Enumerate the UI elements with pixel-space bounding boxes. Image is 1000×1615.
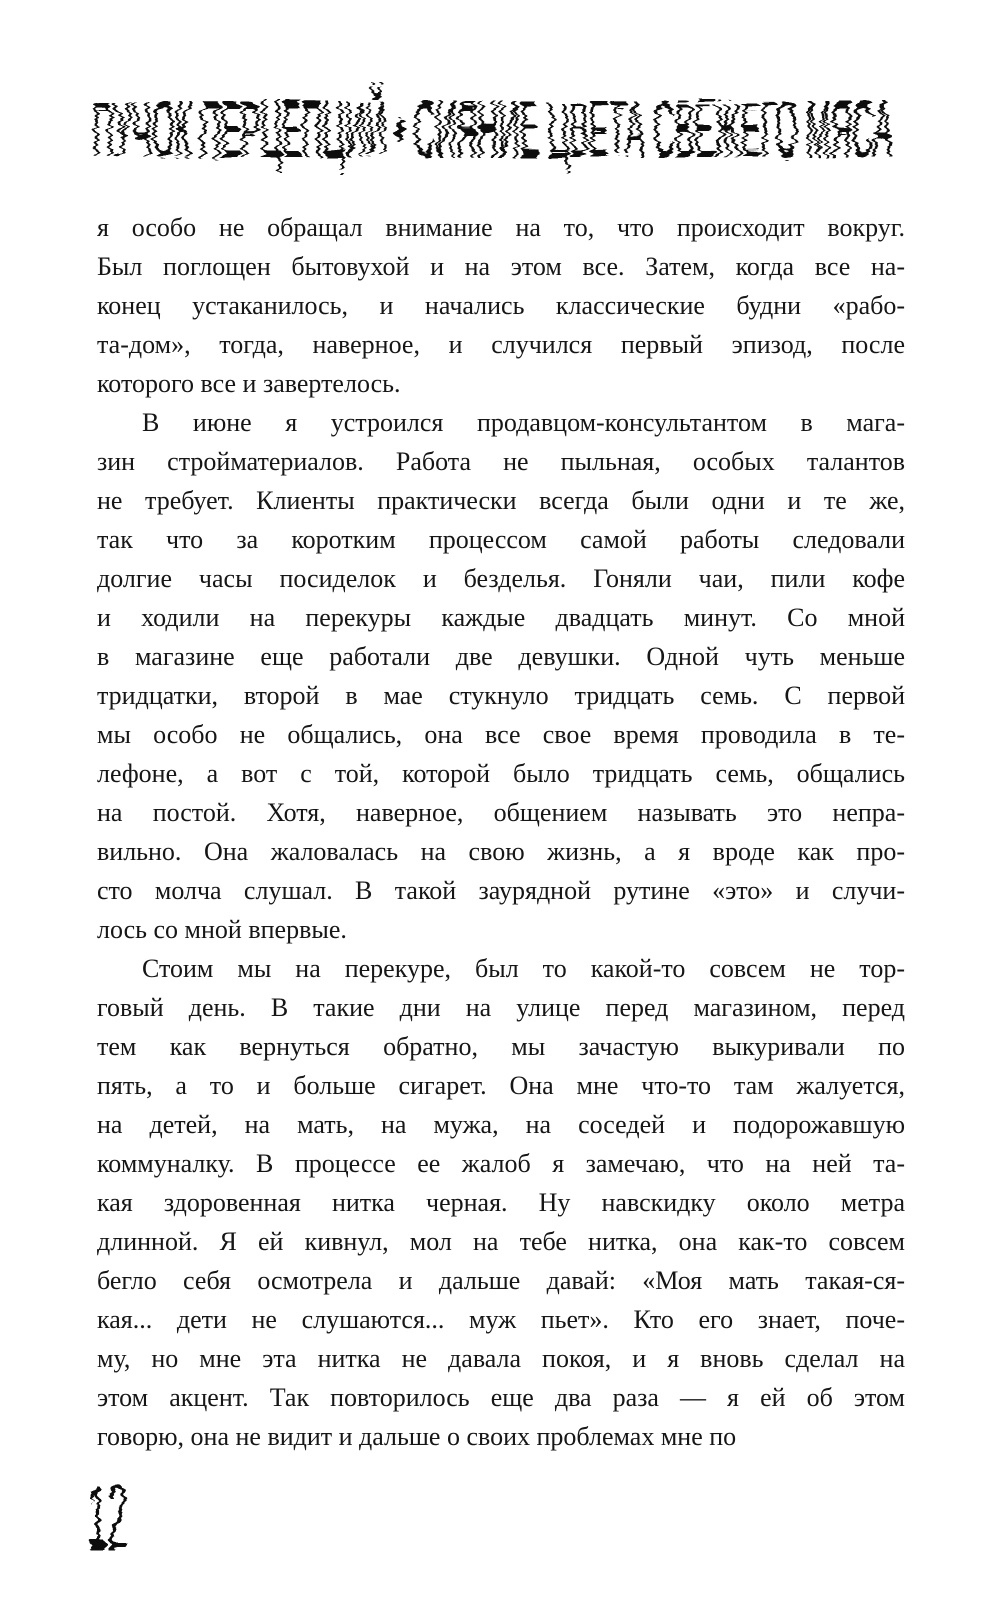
running-header-text: ПУЧОК ПЕРЦЕПЦИЙ • СИЯНИЕ ЦВЕТА СВЕЖЕГО МЯСА [92, 84, 893, 174]
text-line: сто молча слушал. В такой заурядной рутине «это» и случи- [97, 876, 905, 905]
text-line: Стоим мы на перекуре, был то какой-то совсем не тор- [142, 954, 905, 983]
text-line: в магазине еще работали две девушки. Одной чуть меньше [97, 642, 905, 671]
text-line: вильно. Она жаловалась на свою жизнь, а я вроде как про- [97, 837, 905, 866]
text-line: говорю, она не видит и дальше о своих проблемах мне по [97, 1422, 737, 1451]
text-line: му, но мне эта нитка не давала покоя, и я вновь сделал на [97, 1344, 905, 1373]
text-line: та-дом», тогда, наверное, и случился первый эпизод, после [97, 330, 905, 359]
text-line: длинной. Я ей кивнул, мол на тебе нитка, она как-то совсем [97, 1227, 905, 1256]
text-line: я особо не обращал внимание на то, что происходит вокруг. [97, 213, 905, 242]
text-line: конец устаканилось, и начались классические будни «рабо- [97, 291, 905, 320]
text-line: которого все и завертелось. [97, 369, 401, 398]
paragraph [97, 949, 905, 1456]
text-line: на постой. Хотя, наверное, общением называть это непра- [97, 798, 905, 827]
text-line: бегло себя осмотрела и дальше давай: «Моя мать такая-ся- [97, 1266, 905, 1295]
text-line: Был поглощен бытовухой и на этом все. Затем, когда все на- [97, 252, 905, 281]
text-line: зин стройматериалов. Работа не пыльная, особых талантов [97, 447, 905, 476]
text-line: коммуналку. В процессе ее жалоб я замечаю, что на ней та- [97, 1149, 905, 1178]
text-line: так что за коротким процессом самой работы следовали [97, 525, 905, 554]
running-header [0, 60, 1000, 190]
body-text [97, 208, 905, 1456]
text-line: этом акцент. Так повторилось еще два раза — я ей об этом [97, 1383, 905, 1412]
paragraph [97, 403, 905, 949]
text-line: долгие часы посиделок и безделья. Гоняли чаи, пили кофе [97, 564, 905, 593]
text-line: не требует. Клиенты практически всегда были одни и те же, [97, 486, 905, 515]
text-line: лефоне, а вот с той, которой было тридцать семь, общались [97, 759, 905, 788]
page-number [72, 1458, 162, 1568]
text-line: тем как вернуться обратно, мы зачастую выкуривали по [97, 1032, 905, 1061]
page-number-text: 12 [87, 1465, 127, 1568]
text-line: лось со мной впервые. [97, 915, 347, 944]
text-line: кая... дети не слушаются... муж пьет». Кто его знает, поче- [97, 1305, 905, 1334]
paragraph [97, 208, 905, 403]
text-line: кая здоровенная нитка черная. Ну навскидку около метра [97, 1188, 905, 1217]
text-line: пять, а то и больше сигарет. Она мне что-то там жалуется, [97, 1071, 905, 1100]
text-line: говый день. В такие дни на улице перед магазином, перед [97, 993, 905, 1022]
text-line: мы особо не общались, она все свое время проводила в те- [97, 720, 905, 749]
text-line: на детей, на мать, на мужа, на соседей и подорожавшую [97, 1110, 905, 1139]
text-line: и ходили на перекуры каждые двадцать минут. Со мной [97, 603, 905, 632]
text-line: В июне я устроился продавцом-консультантом в мага- [142, 408, 905, 437]
text-line: тридцатки, второй в мае стукнуло тридцать семь. С первой [97, 681, 905, 710]
